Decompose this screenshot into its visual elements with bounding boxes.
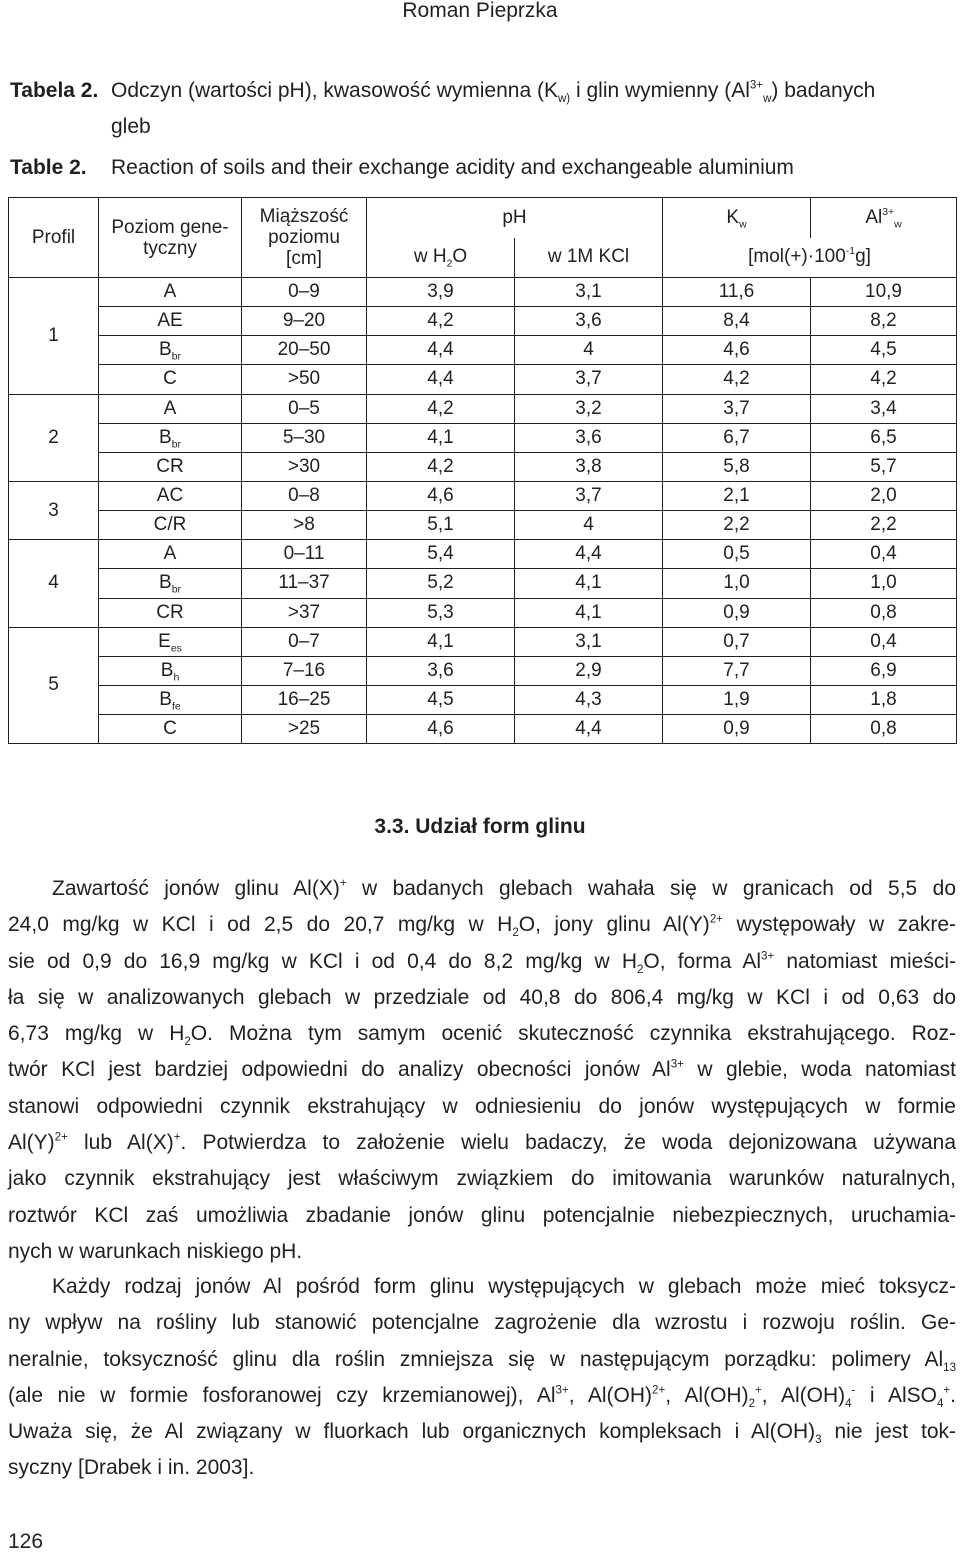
cell-kw: 1,0 <box>663 569 811 598</box>
cell-ph-h2o: 4,2 <box>367 307 515 336</box>
table-caption-pl <box>10 73 955 145</box>
caption-text-pl: Odczyn (wartości pH), kwasowość wymienna ($K_{w)}$ i glin wymienny $(Al^{3+}_w)$ badanych <box>111 79 876 106</box>
cell-ph-kcl: 4 <box>515 511 663 540</box>
cell-profil: 4 <box>9 540 99 627</box>
cell-ph-kcl: 4,4 <box>515 715 663 744</box>
text-line: sie od 0,9 do 16,9 mg/kg w KCl i od 0,4 do 8,2 mg/kg w $H_2O$, forma $Al^{3+}$ natomiast mieści- <box>8 949 957 976</box>
soil-acidity-table <box>8 197 957 744</box>
cell-ph-kcl: 3,1 <box>515 278 663 307</box>
cell-ph-h2o: 5,1 <box>367 511 515 540</box>
cell-ph-kcl: 4 <box>515 336 663 365</box>
cell-depth: 16–25 <box>242 685 367 714</box>
text-line: jako czynnik ekstrahujący jest właściwym związkiem do imitowania warunków naturalnych, <box>8 1167 956 1191</box>
cell-kw: 0,7 <box>663 627 811 656</box>
cell-ph-kcl: 3,7 <box>515 365 663 394</box>
cell-al: 0,8 <box>811 598 957 627</box>
running-header: Roman Pieprzka <box>402 0 558 22</box>
cell-horizon: AE <box>99 307 242 336</box>
cell-ph-kcl: 4,4 <box>515 540 663 569</box>
page-number: 126 <box>8 1530 44 1553</box>
cell-horizon: CR <box>99 598 242 627</box>
text-line: nych w warunkach niskiego pH. <box>8 1239 303 1263</box>
paragraph-2 <box>8 1269 956 1487</box>
table-row <box>9 715 957 744</box>
table-row <box>9 452 957 481</box>
cell-al: 3,4 <box>811 394 957 423</box>
text-line: roztwór KCl zaś umożliwia zbadanie jonów glinu potencjalnie niebezpiecznych, uruchamia- <box>8 1203 956 1227</box>
cell-horizon: $B_{fe}$ <box>99 685 242 714</box>
cell-depth: 0–9 <box>242 278 367 307</box>
header-poziom: Poziom gene- tyczny <box>99 198 242 278</box>
text-line: syczny [Drabek i in. 2003]. <box>8 1456 255 1480</box>
cell-horizon: A <box>99 278 242 307</box>
cell-horizon: A <box>99 540 242 569</box>
header-al: $Al^{3+}_w$ <box>811 198 957 238</box>
cell-ph-h2o: 3,9 <box>367 278 515 307</box>
cell-ph-h2o: 5,3 <box>367 598 515 627</box>
cell-depth: >50 <box>242 365 367 394</box>
cell-kw: 1,9 <box>663 685 811 714</box>
cell-profil: 2 <box>9 394 99 481</box>
cell-kw: 0,9 <box>663 598 811 627</box>
cell-depth: 7–16 <box>242 656 367 685</box>
cell-depth: 20–50 <box>242 336 367 365</box>
cell-ph-h2o: 4,5 <box>367 685 515 714</box>
cell-kw: 0,5 <box>663 540 811 569</box>
table-row <box>9 481 957 510</box>
cell-horizon: AC <box>99 481 242 510</box>
cell-ph-kcl: 4,1 <box>515 598 663 627</box>
table-row <box>9 569 957 598</box>
table-row <box>9 394 957 423</box>
text-line: stanowi odpowiedni czynnik ekstrahujący w odniesieniu do jonów występujących w formie <box>8 1094 956 1118</box>
text-line: Zawartość jonów glinu Al(X)+ w badanych glebach wahała się w granicach od 5,5 do <box>52 877 957 900</box>
cell-al: 8,2 <box>811 307 957 336</box>
cell-horizon: C <box>99 715 242 744</box>
header-unit: $[mol(+)\cdot 100^{-1}g]$ <box>663 238 957 278</box>
cell-ph-h2o: 5,2 <box>367 569 515 598</box>
cell-ph-kcl: 3,7 <box>515 481 663 510</box>
cell-horizon: $B_h$ <box>99 656 242 685</box>
text-line: $Al(Y)^{2+}$ lub Al(X)+. Potwierdza to założenie wielu badaczy, że woda dejonizowana używana <box>8 1131 956 1155</box>
cell-depth: 9–20 <box>242 307 367 336</box>
cell-profil: 3 <box>9 481 99 539</box>
cell-al: 0,8 <box>811 715 957 744</box>
cell-ph-h2o: 4,2 <box>367 452 515 481</box>
header-ph-kcl: w 1M KCl <box>515 238 663 278</box>
text-line: Każdy rodzaj jonów Al pośród form glinu występujących w glebach może mieć toksycz- <box>52 1275 956 1298</box>
cell-al: 5,7 <box>811 452 957 481</box>
cell-ph-kcl: 3,8 <box>515 452 663 481</box>
cell-kw: 4,6 <box>663 336 811 365</box>
cell-ph-kcl: 4,3 <box>515 685 663 714</box>
text-line: Uważa się, że Al związany w fluorkach lub organicznych kompleksach i $Al(OH)_3$ nie jest tok- <box>8 1420 956 1447</box>
cell-depth: >30 <box>242 452 367 481</box>
cell-horizon: C/R <box>99 511 242 540</box>
cell-depth: 11–37 <box>242 569 367 598</box>
caption-label-en: Table 2. <box>10 156 87 179</box>
cell-horizon: $E_{es}$ <box>99 627 242 656</box>
cell-kw: 8,4 <box>663 307 811 336</box>
cell-al: 0,4 <box>811 540 957 569</box>
cell-ph-h2o: 4,6 <box>367 715 515 744</box>
cell-al: 2,2 <box>811 511 957 540</box>
cell-depth: >37 <box>242 598 367 627</box>
cell-ph-kcl: 2,9 <box>515 656 663 685</box>
table-row <box>9 307 957 336</box>
cell-horizon: C <box>99 365 242 394</box>
cell-horizon: $B_{br}$ <box>99 423 242 452</box>
cell-kw: 11,6 <box>663 278 811 307</box>
cell-ph-h2o: 5,4 <box>367 540 515 569</box>
header-miazszosc: Miąższość poziomu [cm] <box>242 198 367 278</box>
table-row <box>9 627 957 656</box>
caption-text-en: Reaction of soils and their exchange acidity and exchangeable aluminium <box>111 156 794 179</box>
cell-profil: 5 <box>9 627 99 744</box>
text-line: ny wpływ na rośliny lub stanowić potencjalne zagrożenie dla wzrostu i rozwoju roślin. Ge- <box>8 1311 956 1335</box>
cell-ph-h2o: 4,1 <box>367 627 515 656</box>
cell-ph-kcl: 3,2 <box>515 394 663 423</box>
cell-kw: 2,2 <box>663 511 811 540</box>
cell-depth: 5–30 <box>242 423 367 452</box>
cell-depth: 0–11 <box>242 540 367 569</box>
cell-kw: 4,2 <box>663 365 811 394</box>
table-row <box>9 656 957 685</box>
cell-kw: 2,1 <box>663 481 811 510</box>
cell-depth: 0–5 <box>242 394 367 423</box>
cell-kw: 0,9 <box>663 715 811 744</box>
cell-profil: 1 <box>9 278 99 395</box>
cell-depth: >8 <box>242 511 367 540</box>
cell-al: 10,9 <box>811 278 957 307</box>
header-kw: $K_w$ <box>663 198 811 238</box>
table-row <box>9 511 957 540</box>
cell-al: 6,5 <box>811 423 957 452</box>
table-row <box>9 685 957 714</box>
text-line: 6,73 mg/kg w $H_2O$. Można tym samym ocenić skuteczność czynnika ekstrahującego. Roz- <box>8 1022 956 1049</box>
caption-continuation-pl: gleb <box>111 115 151 138</box>
cell-al: 0,4 <box>811 627 957 656</box>
cell-ph-kcl: 3,6 <box>515 307 663 336</box>
cell-al: 6,9 <box>811 656 957 685</box>
cell-al: 2,0 <box>811 481 957 510</box>
cell-horizon: CR <box>99 452 242 481</box>
table-caption-en <box>10 150 955 186</box>
cell-depth: 0–7 <box>242 627 367 656</box>
cell-ph-h2o: 4,4 <box>367 336 515 365</box>
table-row <box>9 540 957 569</box>
cell-ph-h2o: 4,1 <box>367 423 515 452</box>
cell-al: 1,0 <box>811 569 957 598</box>
cell-horizon: $B_{br}$ <box>99 569 242 598</box>
cell-ph-kcl: 3,1 <box>515 627 663 656</box>
cell-al: 1,8 <box>811 685 957 714</box>
text-line: 24,0 mg/kg w KCl i od 2,5 do 20,7 mg/kg w $H_2O$, jony glinu $Al(Y)^{2+}$ występowały w zakre- <box>8 913 956 940</box>
header-ph-h2o: w $H_2O$ <box>367 238 515 278</box>
cell-kw: 5,8 <box>663 452 811 481</box>
cell-horizon: $B_{br}$ <box>99 336 242 365</box>
table-row <box>9 278 957 307</box>
caption-label-pl: Tabela 2. <box>10 79 99 102</box>
cell-ph-h2o: 4,6 <box>367 481 515 510</box>
cell-ph-h2o: 3,6 <box>367 656 515 685</box>
table-row <box>9 336 957 365</box>
text-line: twór KCl jest bardziej odpowiedni do analizy obecności jonów $Al^{3+}$ w glebie, woda natomiast <box>8 1058 956 1082</box>
paragraph-1 <box>8 871 956 1270</box>
cell-depth: >25 <box>242 715 367 744</box>
header-ph: pH <box>367 198 663 238</box>
cell-ph-h2o: 4,2 <box>367 394 515 423</box>
cell-ph-kcl: 4,1 <box>515 569 663 598</box>
section-title: 3.3. Udział form glinu <box>374 815 586 838</box>
cell-horizon: A <box>99 394 242 423</box>
cell-al: 4,5 <box>811 336 957 365</box>
cell-kw: 3,7 <box>663 394 811 423</box>
text-line: neralnie, toksyczność glinu dla roślin zmniejsza się w następującym porządku: polimery $Al_{13}$ <box>8 1347 956 1374</box>
header-profil: Profil <box>9 198 99 278</box>
cell-depth: 0–8 <box>242 481 367 510</box>
text-line: ła się w analizowanych glebach w przedziale od 40,8 do 806,4 mg/kg w KCl i od 0,63 do <box>8 985 956 1009</box>
cell-kw: 6,7 <box>663 423 811 452</box>
cell-al: 4,2 <box>811 365 957 394</box>
cell-ph-kcl: 3,6 <box>515 423 663 452</box>
cell-ph-h2o: 4,4 <box>367 365 515 394</box>
table-row <box>9 598 957 627</box>
cell-kw: 7,7 <box>663 656 811 685</box>
table-row <box>9 365 957 394</box>
table-row <box>9 423 957 452</box>
text-line: (ale nie w formie fosforanowej czy krzemianowej), $Al^{3+}$, Al(OH)$^{2+}$, $Al(OH)_2^+$, $Al(OH)_4^-$ i AlSO$_4$+. <box>8 1383 956 1411</box>
